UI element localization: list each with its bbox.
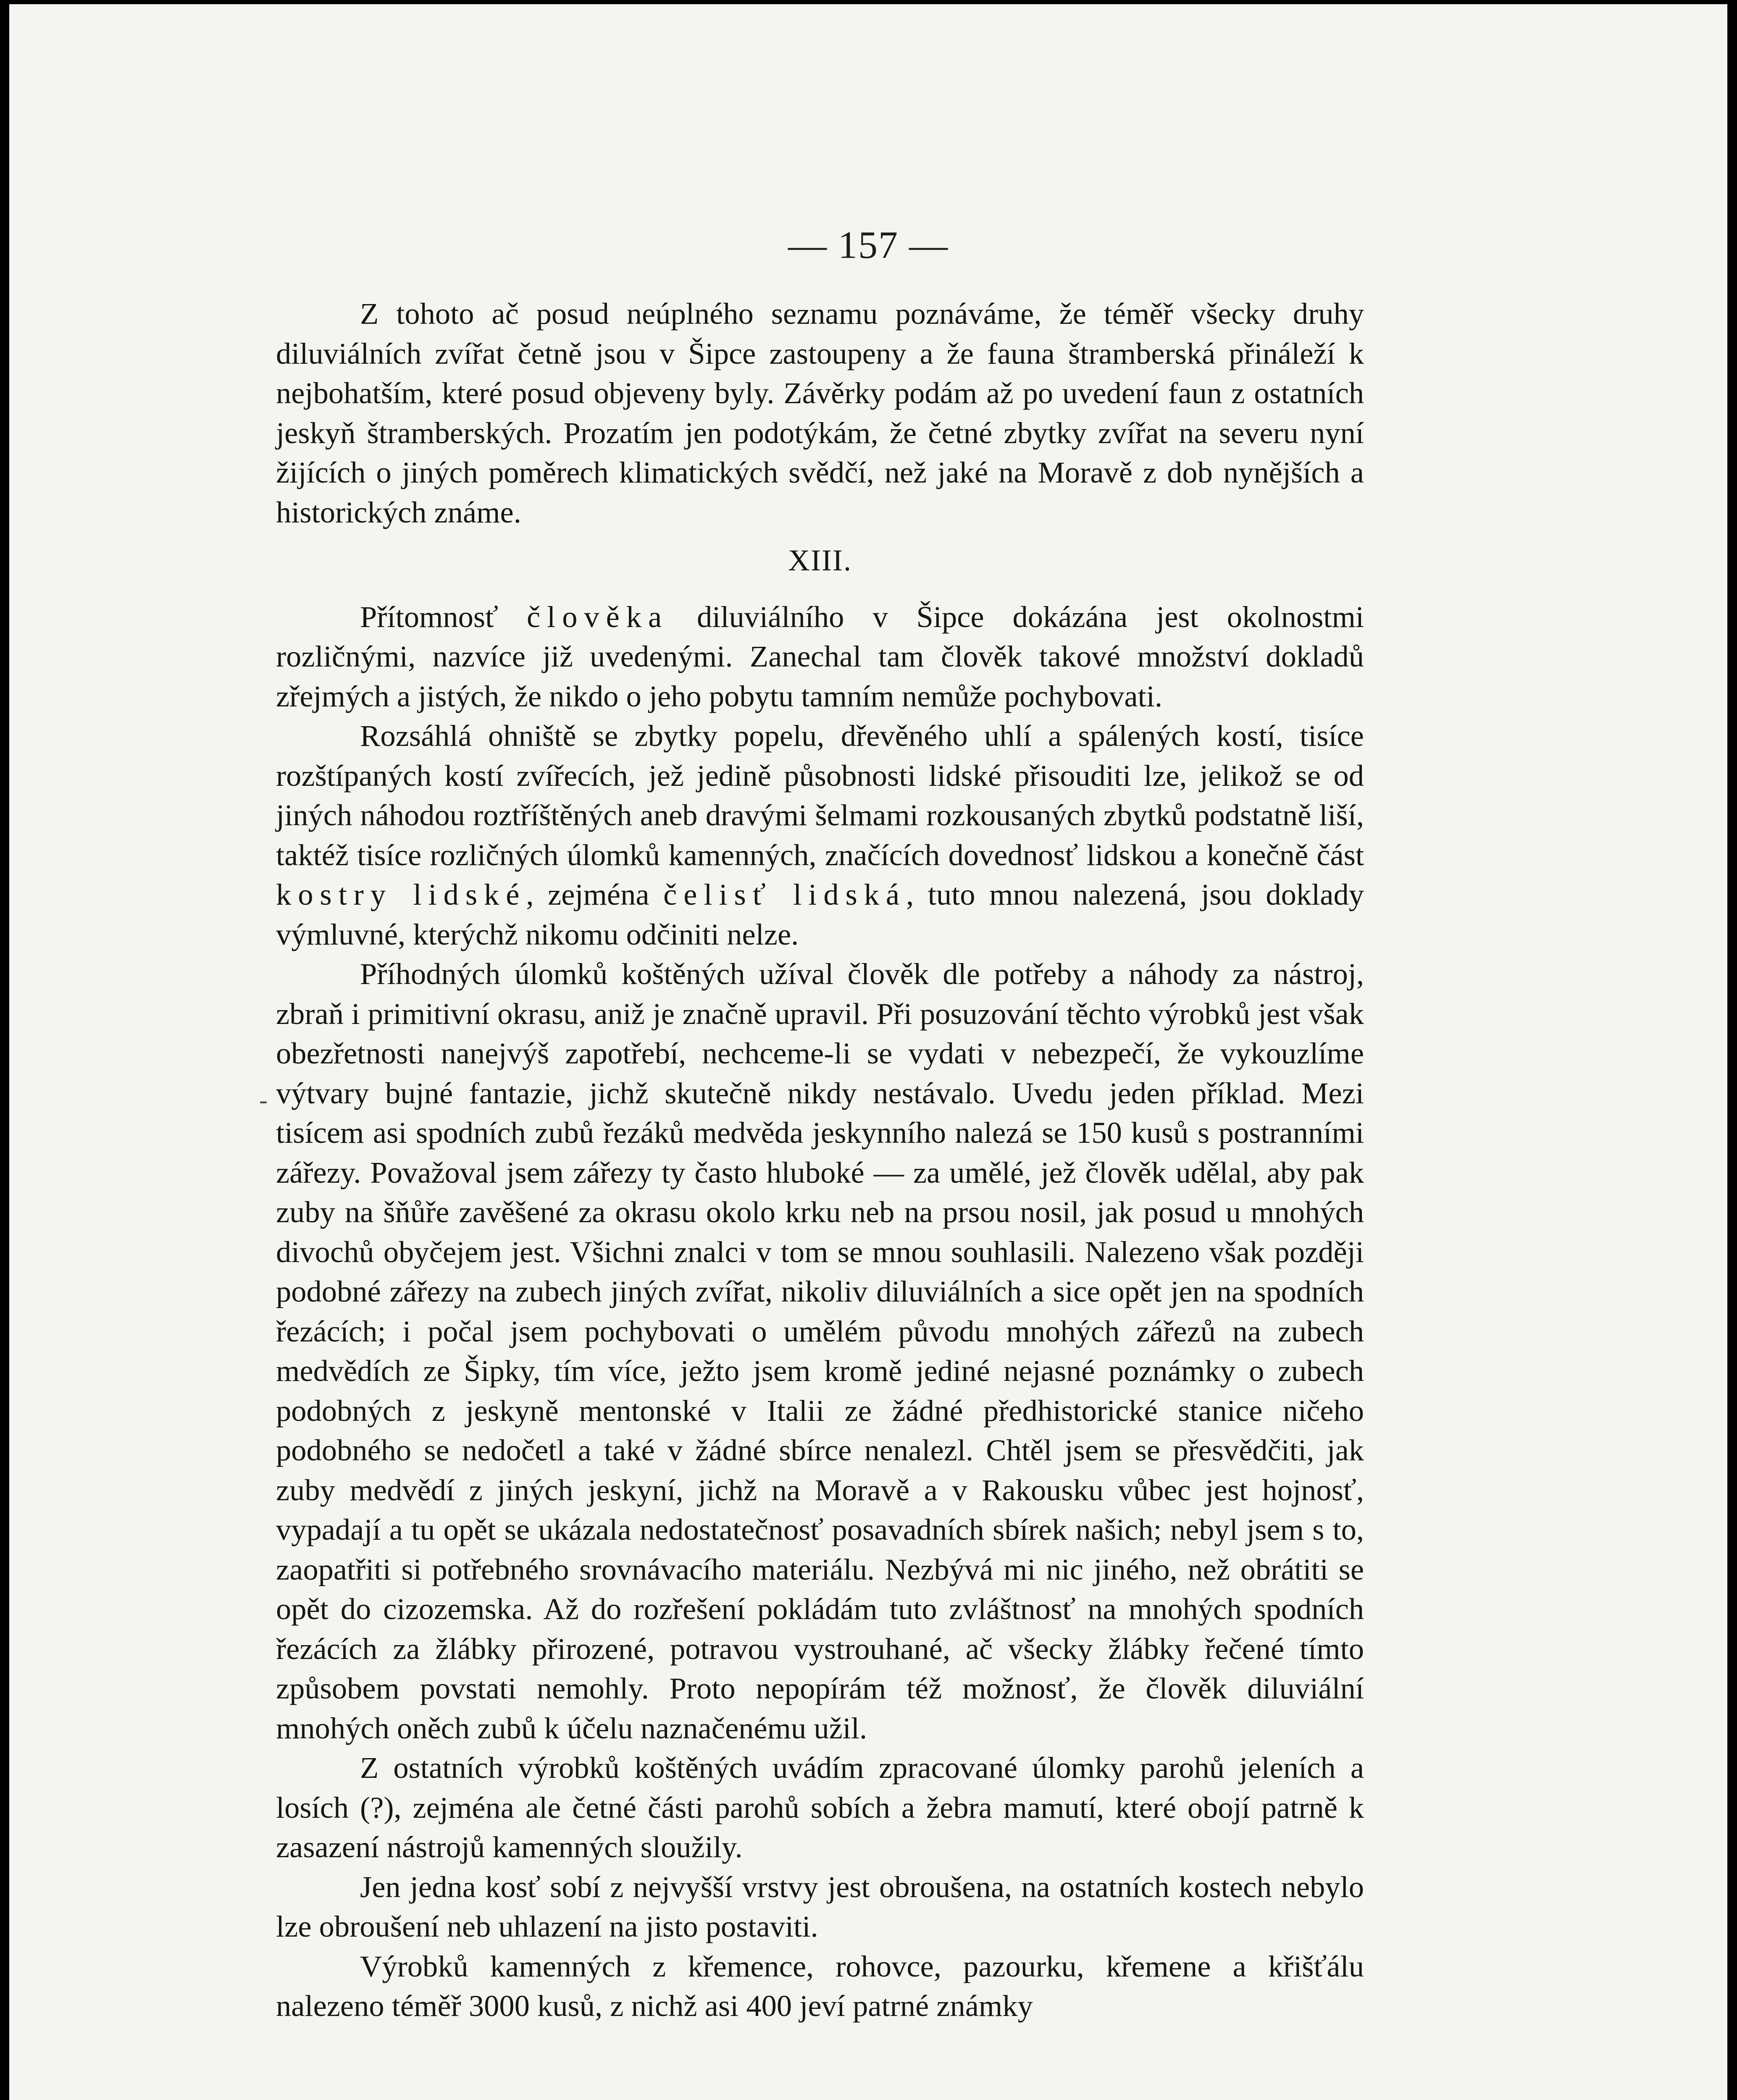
- paragraph-text: diluviálního v Šipce dokázána jest okolnostmi rozličnými, nazvíce již uvedenými. Zanechal tam člověk takové množství dokladů zřejmých a jistých, že nikdo o jeho pobytu tamním nemůže pochybovati.: [276, 599, 1364, 713]
- paragraph-text: , zejména: [526, 877, 664, 911]
- page-number: — 157 —: [788, 223, 949, 266]
- spaced-emphasis: čelisť lidská: [663, 877, 907, 911]
- paragraph-bone-tools: Příhodných úlomků koštěných užíval člověk dle potřeby a náhody za nástroj, zbraň i primitivní okrasu, aniž je značně upravil. Při posuzování těchto výrobků jest však obezřetnosti nanejvýš zapotřebí, nechceme-li se vydati v nebezpečí, že vykouzlíme výtvary bujné fantazie, jichž skutečně nikdy nestávalo. Uvedu jeden příklad. Mezi tisícem asi spodních zubů řezáků medvěda jeskynního nalezá se 150 kusů s postranními zářezy. Považoval jsem zářezy ty často hluboké — za umělé, jež člověk udělal, aby pak zuby na šňůře zavěšené za okrasu okolo krku neb na prsou nosil, jak posud u mnohých divochů obyčejem jest. Všichni znalci v tom se mnou souhlasili. Nalezeno však později podobné zářezy na zubech jiných zvířat, nikoliv diluviálních a sice opět jen na spodních řezácích; i počal jsem pochybovati o umělém původu mnohých zářezů na zubech medvědích ze Šipky, tím více, ježto jsem kromě jediné nejasné poznámky o zubech podobných z jeskyně mentonské v Italii ze žádné předhistorické stanice ničeho podobného se nedočetl a také v žádné sbírce nenalezl. Chtěl jsem se přesvědčiti, jak zuby medvědí z jiných jeskyní, jichž na Moravě a v Rakousku vůbec jest hojnosť, vypadají a tu opět se ukázala nedostatečnosť posavadních sbírek našich; nebyl jsem s to, zaopatřiti si potřebného srovnávacího materiálu. Nezbývá mi nic jiného, než obrátiti se opět do cizozemska. Až do rozřešení pokládám tuto zvláštnosť na mnohých spodních řezácích za žlábky přirozené, potravou vystrouhané, ač všecky žlábky řečené tímto způsobem povstati nemohly. Proto nepopírám též možnosť, že člověk diluviální mnohých oněch zubů k účelu naznačenému užil.: [276, 957, 1364, 1745]
- paragraph-text: Rozsáhlá ohniště se zbytky popelu, dřevěného uhlí a spálených kostí, tisíce rozštípaných kostí zvířecích, jež jedině působnosti lidské přisouditi lze, jelikož se od jiných náhodou roztříštěných aneb dravými šelmami rozkousaných zbytků podstatně liší, taktéž tisíce rozličných úlomků kamenných, značících dovednosť lidskou a konečně část: [276, 719, 1364, 872]
- section-heading: XIII.: [788, 543, 852, 577]
- body-text: [276, 294, 1364, 2026]
- paragraph-text: , tuto mnou nalezená, jsou doklady výmluvné, kterýchž nikomu odčiniti nelze.: [276, 877, 1364, 951]
- paragraph-stone-artifacts: Výrobků kamenných z křemence, rohovce, pazourku, křemene a křišťálu nalezeno téměř 3000 kusů, z nichž asi 400 jeví patrné známky: [276, 1949, 1364, 2023]
- paragraph-text: Přítomnosť: [360, 599, 527, 634]
- scanned-page: [9, 4, 1727, 2100]
- paragraph-fauna-summary: Z tohoto ač posud neúplného seznamu poznáváme, že téměř všecky druhy diluviálních zvířat četně jsou v Šipce zastoupeny a že fauna štramberská přináleží k nejbohatším, které posud objeveny byly. Závěrky podám až po uvedení faun z ostatních jeskyň štramberských. Prozatím jen podotýkám, že četné zbytky zvířat na severu nyní žijících o jiných poměrech klimatických svědčí, než jaké na Moravě z dob nynějších a historických známe.: [276, 297, 1364, 529]
- paragraph-polished-bone: Jen jedna kosť sobí z nejvyšší vrstvy jest obroušena, na ostatních kostech nebylo lze obroušení neb uhlazení na jisto postaviti.: [276, 1869, 1364, 1943]
- margin-mark: -: [259, 1086, 268, 1114]
- paragraph-evidence: [276, 716, 1364, 954]
- spaced-emphasis: kostry lidské: [276, 877, 526, 911]
- paragraph-human-presence: [276, 597, 1364, 717]
- spaced-emphasis: člověka: [527, 599, 669, 634]
- paragraph-antler-artifacts: Z ostatních výrobků koštěných uvádím zpracované úlomky parohů jeleních a losích (?), zejména ale četné části parohů sobích a žebra mamutí, které obojí patrně k zasazení nástrojů kamenných sloužily.: [276, 1751, 1364, 1864]
